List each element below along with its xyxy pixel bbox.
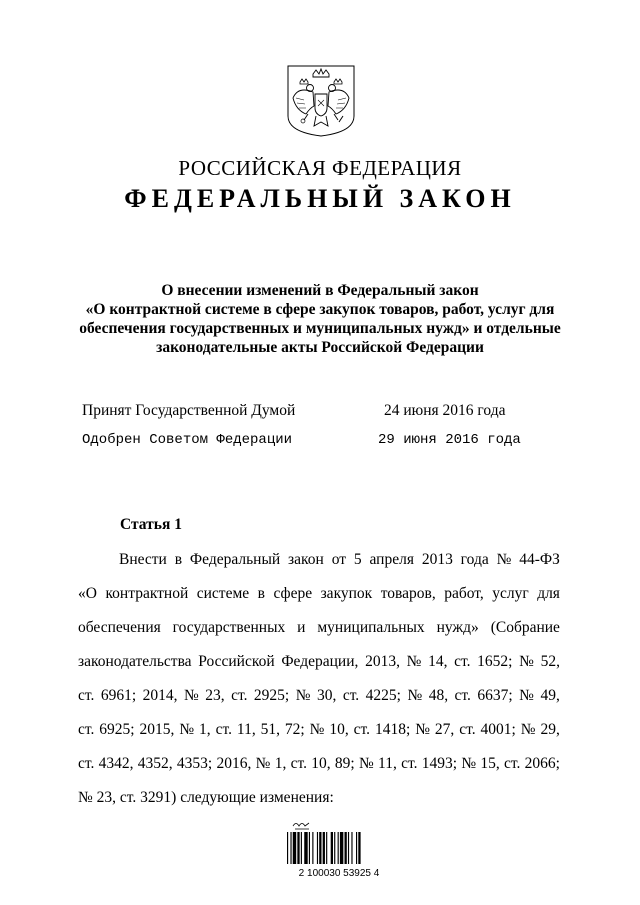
country-name: РОССИЙСКАЯ ФЕДЕРАЦИЯ: [178, 156, 462, 180]
article-line: «О контрактной системе в сфере закупок товаров, работ, услуг для: [78, 585, 560, 602]
article-line: Внести в Федеральный закон от 5 апреля 2013 года № 44-ФЗ: [119, 551, 560, 568]
article-line: ст. 4342, 4352, 4353; 2016, № 1, ст. 10, 89; № 11, ст. 1493; № 15, ст. 2066;: [78, 755, 560, 772]
article-line: законодательства Российской Федерации, 2013, № 14, ст. 1652; № 52,: [78, 653, 560, 670]
subject-line: законодательные акты Российской Федерации: [156, 339, 484, 356]
law-subject: [60, 281, 580, 357]
coat-of-arms-icon: [286, 64, 356, 138]
subject-line: обеспечения государственных и муниципальных нужд» и отдельные: [79, 320, 561, 337]
article-heading: Статья 1: [120, 516, 182, 533]
council-approval-date: 29 июня 2016 года: [378, 432, 521, 448]
barcode: [283, 820, 395, 882]
barcode-icon: [283, 820, 395, 866]
article-line: № 23, ст. 3291) следующие изменения:: [78, 789, 334, 806]
council-approval-label: Одобрен Советом Федерации: [82, 432, 293, 448]
barcode-number: 2 100030 53925 4: [298, 868, 380, 879]
document-type-title: ФЕДЕРАЛЬНЫЙ ЗАКОН: [124, 184, 516, 213]
article-line: ст. 6925; 2015, № 1, ст. 11, 51, 72; № 10, ст. 1418; № 27, ст. 4001; № 29,: [78, 721, 560, 738]
article-line: обеспечения государственных и муниципальных нужд» (Собрание: [78, 619, 560, 636]
subject-line: «О контрактной системе в сфере закупок товаров, работ, услуг для: [85, 301, 555, 318]
subject-line: О внесении изменений в Федеральный закон: [161, 282, 479, 299]
duma-adoption-date: 24 июня 2016 года: [384, 402, 506, 419]
article-line: ст. 6961; 2014, № 23, ст. 2925; № 30, ст. 4225; № 48, ст. 6637; № 49,: [78, 687, 560, 704]
duma-adoption-label: Принят Государственной Думой: [82, 402, 296, 419]
article-body: [78, 543, 560, 815]
